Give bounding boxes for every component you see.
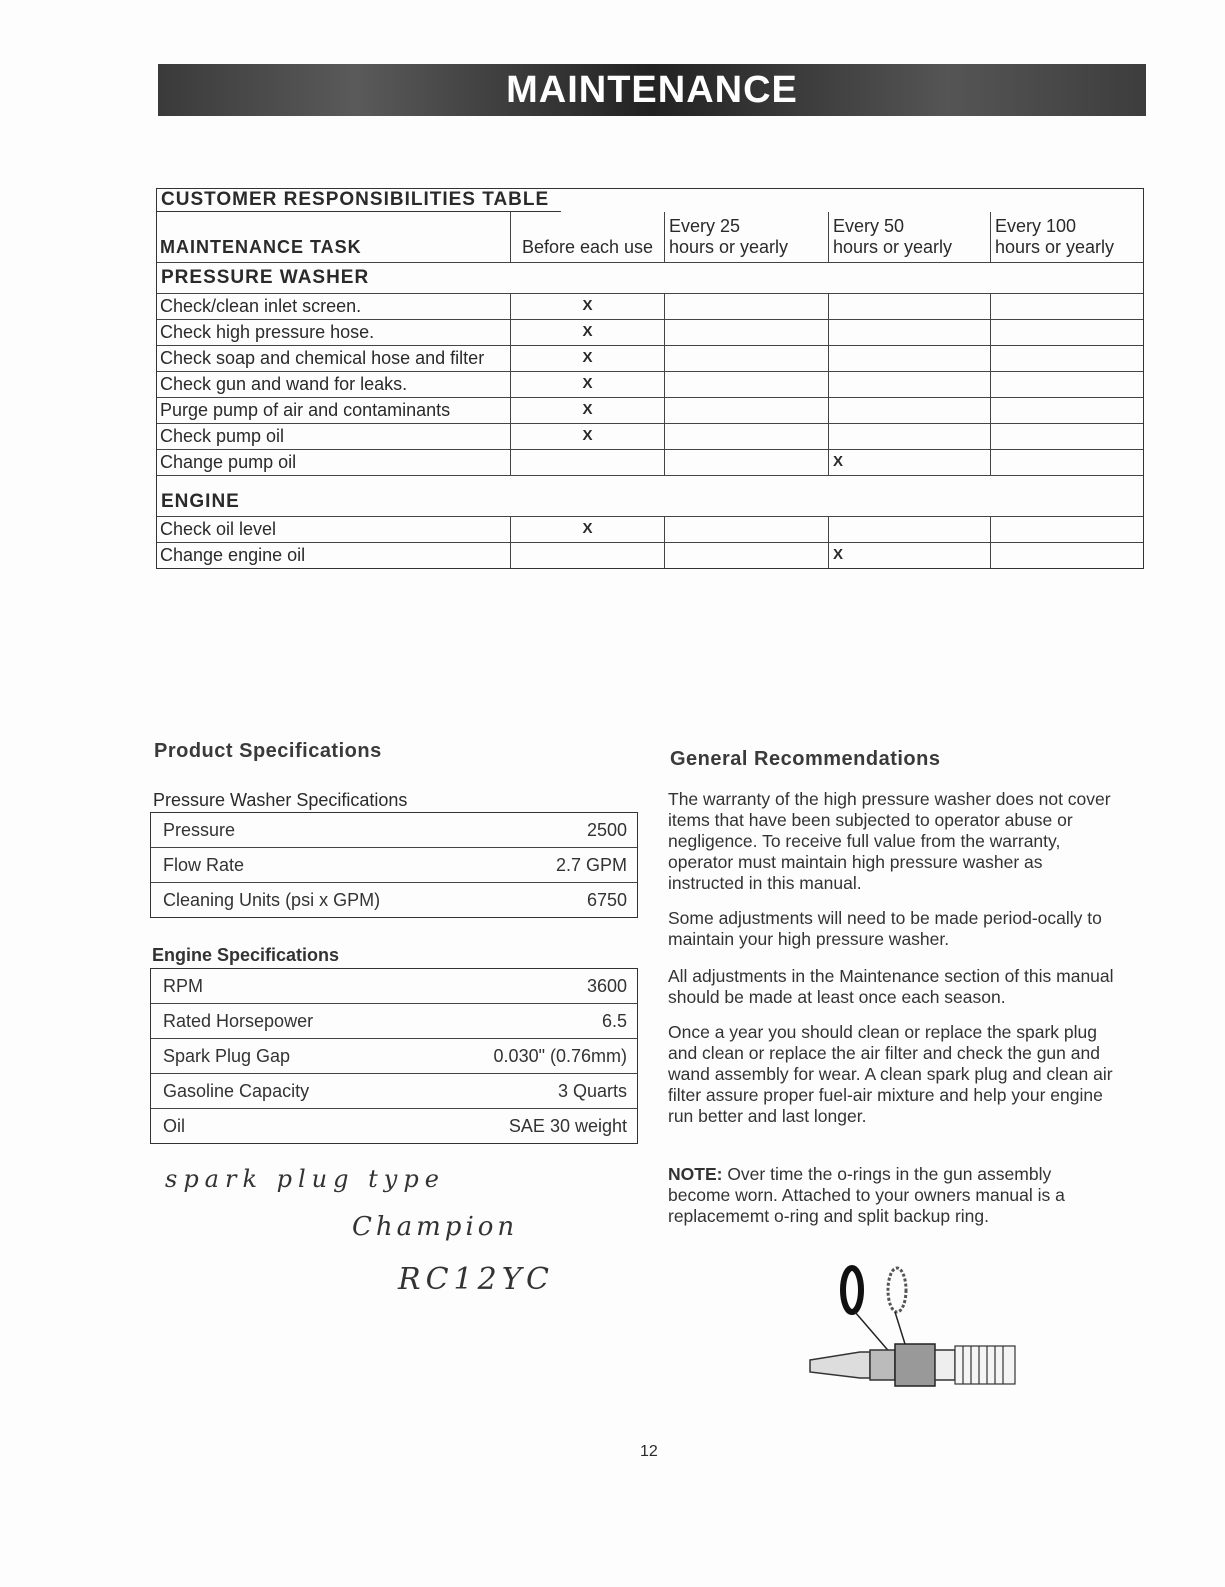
- spec-row: [151, 848, 637, 883]
- adjustments-paragraph: Some adjustments will need to be made period-ocally to maintain your high pressure washer.: [668, 908, 1102, 949]
- spec-row: [151, 1039, 637, 1074]
- before-cell: X: [511, 320, 665, 345]
- header-every25: Every 25 hours or yearly: [665, 212, 829, 262]
- every50-cell: [829, 346, 991, 371]
- task-cell: Check gun and wand for leaks.: [157, 372, 511, 397]
- table-row: [157, 372, 1143, 398]
- yearly-paragraph: Once a year you should clean or replace the spark plug and clean or replace the air filter and check the gun and wand assembly for wear. A clean spark plug and clean air filter assure proper fuel-air mixture and help your engine run better and last longer.: [668, 1022, 1113, 1126]
- table-row: [157, 346, 1143, 372]
- every100-cell: [991, 424, 1143, 449]
- header-every50: Every 50 hours or yearly: [829, 212, 991, 262]
- every100-cell: [991, 517, 1143, 542]
- task-cell: Check oil level: [157, 517, 511, 542]
- spec-value: 6.5: [601, 1011, 627, 1031]
- spec-label: RPM: [163, 976, 203, 996]
- product-specifications-heading: Product Specifications: [154, 740, 382, 762]
- before-cell: X: [511, 294, 665, 319]
- every25-cell: [665, 543, 829, 568]
- header-before: Before each use: [511, 212, 665, 262]
- pressure-washer-specs-title: Pressure Washer Specifications: [153, 790, 408, 810]
- table-row: [157, 543, 1143, 568]
- before-cell: X: [511, 398, 665, 423]
- every25-cell: [665, 346, 829, 371]
- section-engine: ENGINE: [157, 476, 1143, 517]
- spec-value: 3 Quarts: [557, 1081, 627, 1101]
- task-cell: Check pump oil: [157, 424, 511, 449]
- every50-cell: [829, 294, 991, 319]
- spec-label: Flow Rate: [163, 855, 245, 875]
- table-row: [157, 450, 1143, 476]
- pressure-washer-specs-table: [150, 812, 638, 918]
- every25-cell: [665, 294, 829, 319]
- every100-cell: [991, 320, 1143, 345]
- every25-cell: [665, 450, 829, 475]
- note-label: NOTE:: [668, 1164, 723, 1184]
- before-cell: X: [511, 346, 665, 371]
- every100-cell: [991, 450, 1143, 475]
- general-recommendations-heading: General Recommendations: [670, 748, 941, 770]
- before-cell: [511, 543, 665, 568]
- every50-cell: [829, 398, 991, 423]
- banner-title: MAINTENANCE: [506, 68, 798, 111]
- table-row: [157, 424, 1143, 450]
- spec-label: Rated Horsepower: [163, 1011, 314, 1031]
- table-title: CUSTOMER RESPONSIBILITIES TABLE: [157, 189, 561, 212]
- handwritten-spark-plug-type: spark plug type: [165, 1165, 445, 1193]
- every50-cell: [829, 372, 991, 397]
- o-ring-gun-assembly-illustration: [800, 1260, 1030, 1395]
- every50-cell: X: [829, 543, 991, 568]
- table-row: [157, 320, 1143, 346]
- engine-specs-title: Engine Specifications: [152, 945, 340, 965]
- spec-row: [151, 883, 637, 917]
- task-cell: Change pump oil: [157, 450, 511, 475]
- handwritten-champion: Champion: [352, 1212, 519, 1242]
- handwritten-rc12yc: RC12YC: [398, 1262, 554, 1297]
- every25-cell: [665, 424, 829, 449]
- every50-cell: [829, 424, 991, 449]
- table-row: [157, 398, 1143, 424]
- engine-specs-table: [150, 968, 638, 1144]
- spec-row: [151, 969, 637, 1004]
- before-cell: X: [511, 517, 665, 542]
- every100-cell: [991, 398, 1143, 423]
- every100-cell: [991, 543, 1143, 568]
- spec-value: 2.7 GPM: [555, 855, 627, 875]
- spec-value: 3600: [586, 976, 627, 996]
- header-every100: Every 100 hours or yearly: [995, 216, 1115, 257]
- every100-cell: [991, 294, 1143, 319]
- maintenance-season-paragraph: All adjustments in the Maintenance section of this manual should be made at least once each season.: [668, 966, 1114, 1007]
- spec-value: 6750: [586, 890, 627, 910]
- spec-label: Oil: [163, 1116, 185, 1136]
- before-cell: [511, 450, 665, 475]
- every100-cell: [991, 372, 1143, 397]
- every50-cell: [829, 517, 991, 542]
- spec-value: 0.030" (0.76mm): [493, 1046, 627, 1066]
- every50-cell: X: [829, 450, 991, 475]
- page-number: 12: [640, 1443, 658, 1460]
- maintenance-banner: [158, 64, 1146, 116]
- warranty-paragraph: The warranty of the high pressure washer does not cover items that have been subjected to operator abuse or negligence. To receive full value from the warranty, operator must maintain high pressure washer as instructed in this manual.: [668, 789, 1111, 893]
- table-header-row: [157, 212, 1143, 263]
- spec-row: [151, 813, 637, 848]
- task-cell: Change engine oil: [157, 543, 511, 568]
- table-row: [157, 517, 1143, 543]
- spec-label: Gasoline Capacity: [163, 1081, 310, 1101]
- section-pressure-washer: PRESSURE WASHER: [157, 263, 1143, 294]
- spec-row: [151, 1109, 637, 1143]
- customer-responsibilities-table: [156, 188, 1144, 569]
- spec-value: SAE 30 weight: [508, 1116, 627, 1136]
- spec-label: Spark Plug Gap: [163, 1046, 291, 1066]
- task-cell: Purge pump of air and contaminants: [157, 398, 511, 423]
- note-text: Over time the o-rings in the gun assembly become worn. Attached to your owners manual is a replacememt o-ring and split backup ring.: [668, 1164, 1065, 1226]
- every25-cell: [665, 398, 829, 423]
- task-cell: Check soap and chemical hose and filter: [157, 346, 511, 371]
- before-cell: X: [511, 372, 665, 397]
- spec-row: [151, 1074, 637, 1109]
- every25-cell: [665, 372, 829, 397]
- every100-cell: [991, 346, 1143, 371]
- spec-label: Pressure: [163, 820, 236, 840]
- header-task: MAINTENANCE TASK: [157, 212, 511, 262]
- table-row: [157, 294, 1143, 320]
- task-cell: Check/clean inlet screen.: [157, 294, 511, 319]
- spec-row: [151, 1004, 637, 1039]
- every50-cell: [829, 320, 991, 345]
- note-paragraph: [668, 1164, 1118, 1227]
- every25-cell: [665, 320, 829, 345]
- spec-value: 2500: [586, 820, 627, 840]
- spec-label: Cleaning Units (psi x GPM): [163, 890, 381, 910]
- before-cell: X: [511, 424, 665, 449]
- task-cell: Check high pressure hose.: [157, 320, 511, 345]
- every25-cell: [665, 517, 829, 542]
